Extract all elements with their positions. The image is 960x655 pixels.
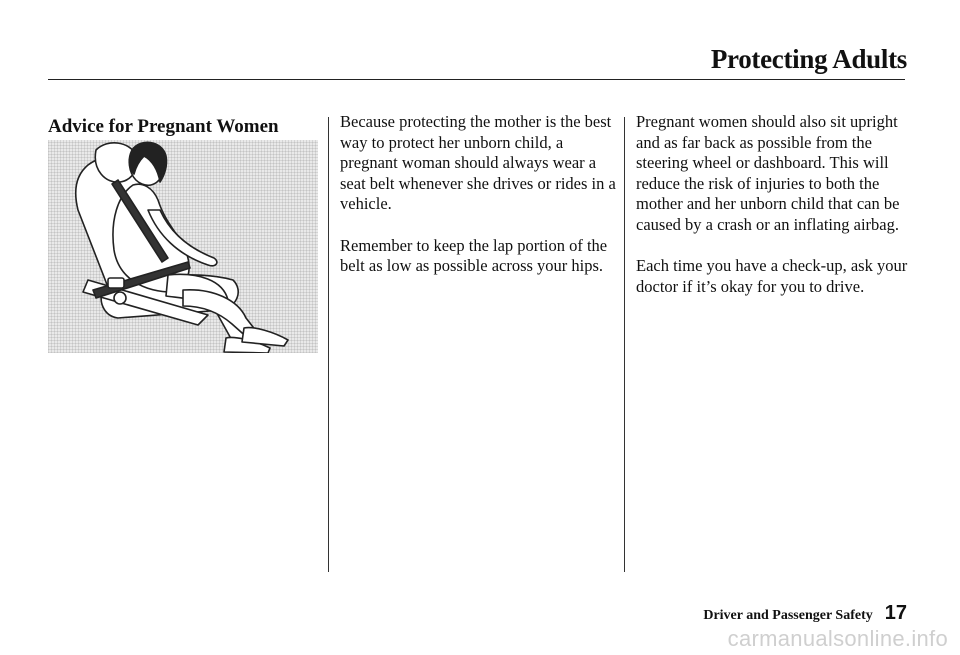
body-paragraph: Each time you have a check-up, ask your doctor if it’s okay for you to drive. — [636, 256, 908, 296]
pregnant-woman-seatbelt-illustration — [48, 140, 318, 353]
body-paragraph: Because protecting the mother is the best way to protect her unborn child, a pregnant woman should always wear a seat belt whenever she drives or rides in a vehicle. — [340, 112, 616, 213]
column-divider-left — [328, 117, 329, 572]
body-paragraph: Remember to keep the lap portion of the belt as low as possible across your hips. — [340, 235, 608, 275]
page-header-title: Protecting Adults — [710, 44, 907, 74]
right-column — [636, 112, 908, 318]
column-divider-right — [624, 117, 625, 572]
page-number: 17 — [884, 602, 907, 624]
page-footer — [703, 602, 907, 625]
header-rule — [48, 79, 905, 80]
footer-section-label: Driver and Passenger Safety — [703, 608, 873, 623]
middle-column — [340, 112, 620, 298]
body-paragraph: Pregnant women should also sit upright and as far back as possible from the steering wheel or dashboard. This will reduce the risk of injuries to both the mother and her unborn child that can be caused by a crash or an inflating airbag. — [636, 112, 900, 234]
watermark: carmanualsonline.info — [727, 626, 948, 651]
section-heading: Advice for Pregnant Women — [48, 116, 279, 137]
